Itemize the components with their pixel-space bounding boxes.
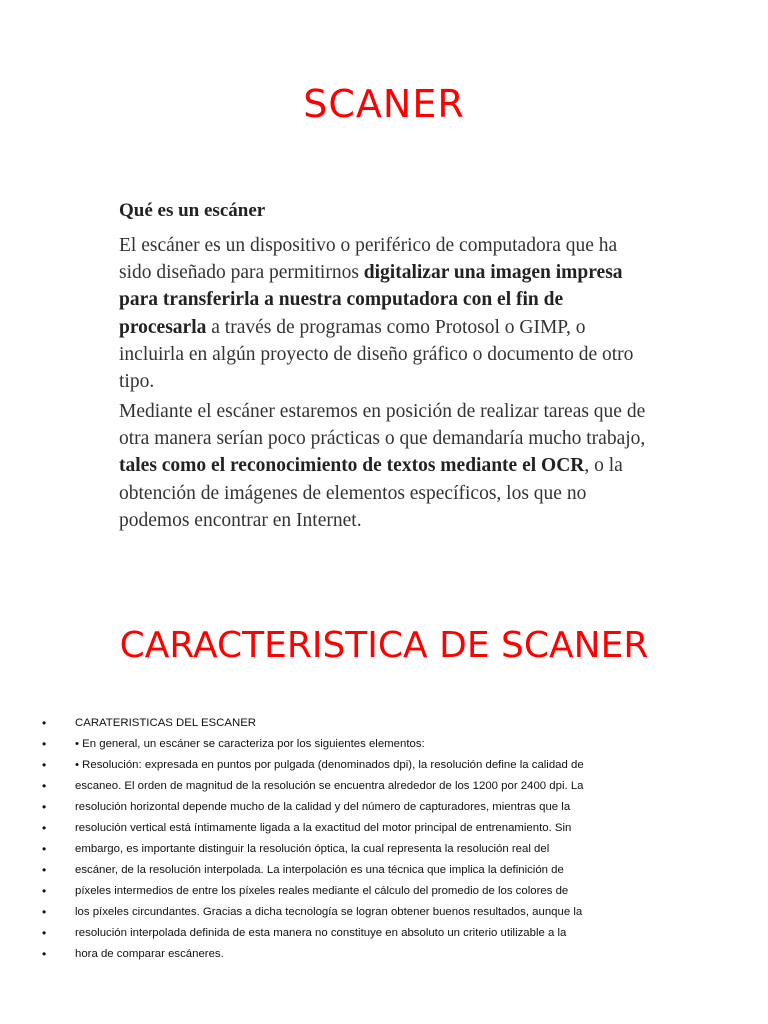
- intro-paragraph-1: [119, 232, 649, 395]
- list-item: [0, 797, 768, 818]
- text-segment: El escáner es un dispositivo o periférico de computadora que ha sido diseñado para permitirnos: [119, 235, 618, 284]
- list-item-text: escaneo. El orden de magnitud de la resolución se encuentra alrededor de los 1200 por 2400 dpi. La: [75, 780, 584, 792]
- list-item: [0, 944, 768, 965]
- list-item: [0, 881, 768, 902]
- list-item-text: los píxeles circundantes. Gracias a dicha tecnología se logran obtener buenos resultados, aunque la: [75, 906, 583, 918]
- list-item: [0, 902, 768, 923]
- bullet-marker: •: [42, 947, 47, 961]
- list-item: [0, 755, 768, 776]
- bullet-marker: •: [42, 821, 47, 835]
- bullet-marker: •: [42, 884, 47, 898]
- list-item-text: CARATERISTICAS DEL ESCANER: [75, 717, 257, 729]
- list-item: [0, 818, 768, 839]
- list-item: [0, 860, 768, 881]
- bullet-marker: •: [42, 758, 47, 772]
- list-item-text: • Resolución: expresada en puntos por pulgada (denominados dpi), la resolución define la calidad de: [75, 759, 584, 771]
- bullet-marker: •: [42, 779, 47, 793]
- page-title: SCANER: [303, 82, 465, 126]
- list-item-text: píxeles intermedios de entre los píxeles reales mediante el cálculo del promedio de los colores de: [75, 885, 569, 897]
- bullet-marker: •: [42, 800, 47, 814]
- bold-text-segment: digitalizar una imagen impresa para transferirla a nuestra computadora con el fin de procesarla: [119, 262, 623, 338]
- list-item-text: resolución interpolada definida de esta manera no constituye en absoluto un criterio utilizable a la: [75, 927, 567, 939]
- bullet-marker: •: [42, 905, 47, 919]
- list-item: [0, 776, 768, 797]
- section-title: CARACTERISTICA DE SCANER: [119, 625, 649, 666]
- list-item-text: • En general, un escáner se caracteriza por los siguientes elementos:: [75, 738, 425, 750]
- list-item: [0, 713, 768, 734]
- bullet-marker: •: [42, 863, 47, 877]
- intro-subheading: Qué es un escáner: [119, 200, 266, 221]
- list-item: [0, 923, 768, 944]
- list-item: [0, 839, 768, 860]
- list-item: [0, 734, 768, 755]
- text-segment: a través de programas como Protosol o GIMP, o incluirla en algún proyecto de diseño gráfico o documento de otro tipo.: [119, 316, 634, 393]
- list-item-text: resolución vertical está íntimamente ligada a la exactitud del motor principal de entrenamiento. Sin: [75, 822, 572, 834]
- list-item-text: resolución horizontal depende mucho de la calidad y del número de capturadores, mientras que la: [75, 801, 571, 813]
- list-item-text: hora de comparar escáneres.: [75, 948, 224, 960]
- intro-paragraph-2: [119, 398, 649, 534]
- characteristics-list: [0, 713, 768, 965]
- bold-text-segment: tales como el reconocimiento de textos mediante el OCR: [119, 455, 585, 477]
- bullet-marker: •: [42, 737, 47, 751]
- list-item-text: embargo, es importante distinguir la resolución óptica, la cual representa la resolución real del: [75, 843, 550, 855]
- bullet-marker: •: [42, 716, 47, 730]
- text-segment: Mediante el escáner estaremos en posición de realizar tareas que de otra manera serían poco prácticas o que demandaría mucho trabajo,: [119, 401, 646, 450]
- bullet-marker: •: [42, 842, 47, 856]
- bullet-marker: •: [42, 926, 47, 940]
- list-item-text: escáner, de la resolución interpolada. La interpolación es una técnica que implica la definición de: [75, 864, 564, 876]
- text-segment: , o la obtención de imágenes de elementos específicos, los que no podemos encontrar en Internet.: [119, 455, 623, 531]
